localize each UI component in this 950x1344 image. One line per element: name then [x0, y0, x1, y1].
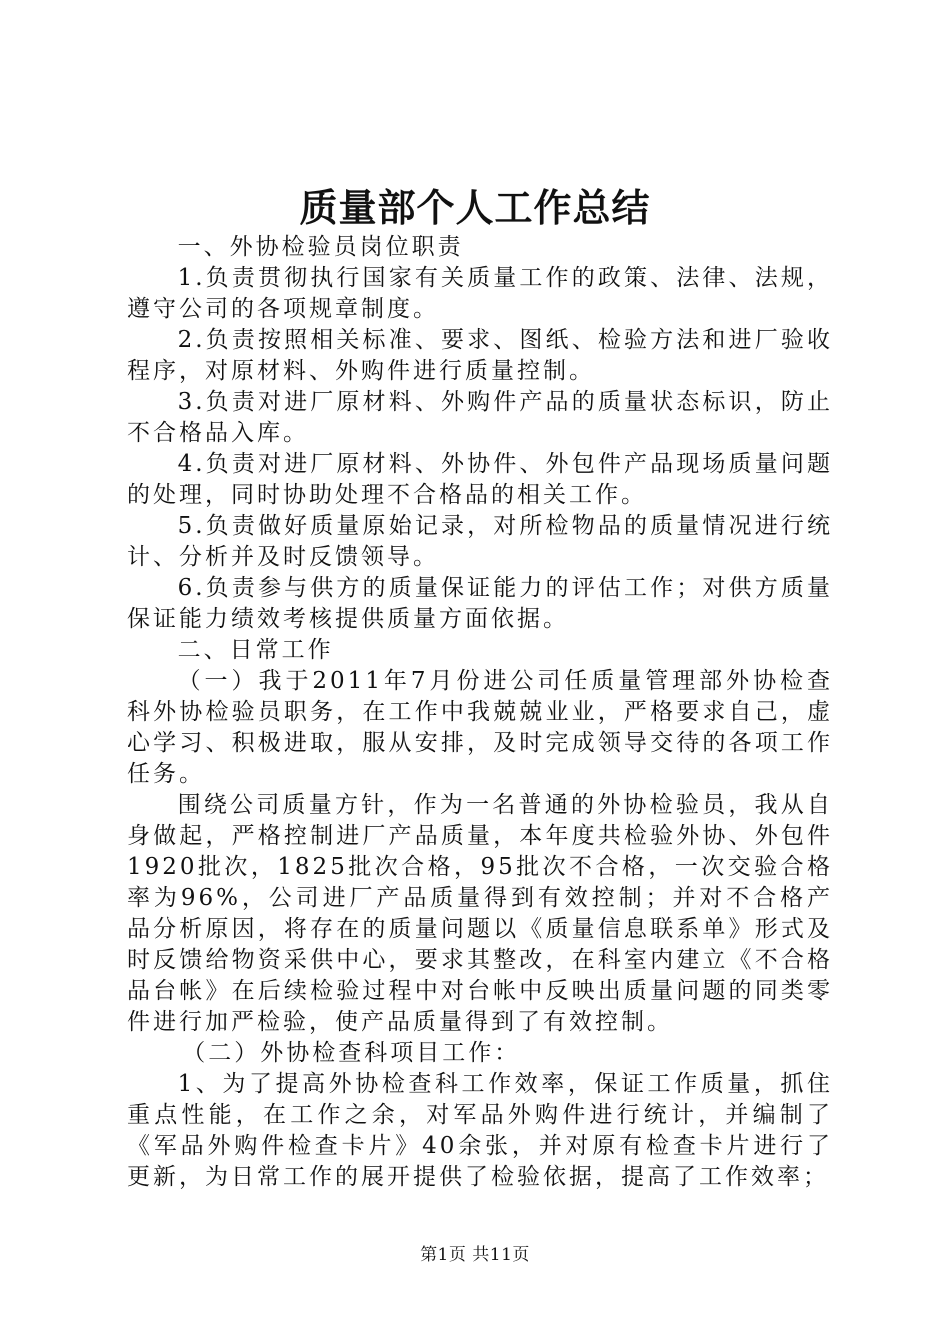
duty-item-6: 6.负责参与供方的质量保证能力的评估工作；对供方质量保证能力绩效考核提供质量方面依据。 [127, 575, 833, 632]
section-heading-duties: 一、外协检验员岗位职责 [177, 234, 464, 260]
duty-item-1: 1.负责贯彻执行国家有关质量工作的政策、法律、法规，遵守公司的各项规章制度。 [127, 265, 833, 322]
subsection-heading-projects: （二）外协检查科项目工作： [182, 1040, 521, 1066]
document-body [127, 232, 833, 1193]
duty-item-2: 2.负责按照相关标准、要求、图纸、检验方法和进厂验收程序，对原材料、外购件进行质量控制。 [127, 327, 833, 384]
section-heading-daily-work: 二、日常工作 [177, 637, 334, 663]
document-title: 质量部个人工作总结 [299, 185, 651, 230]
paragraph-daily-work-1: （一）我于2011年7月份进公司任质量管理部外协检查科外协检验员职务，在工作中我兢兢业业，严格要求自己，虚心学习、积极进取，服从安排，及时完成领导交待的各项工作任务。 [127, 668, 833, 787]
page-footer: 第1页 共11页 [420, 1245, 530, 1265]
duty-item-4: 4.负责对进厂原材料、外协件、外包件产品现场质量问题的处理，同时协助处理不合格品的相关工作。 [127, 451, 833, 508]
duty-item-3: 3.负责对进厂原材料、外购件产品的质量状态标识，防止不合格品入库。 [127, 389, 833, 446]
paragraph-quality-policy: 围绕公司质量方针，作为一名普通的外协检验员，我从自身做起，严格控制进厂产品质量，本年度共检验外协、外包件1920批次，1825批次合格，95批次不合格，一次交验合格率为96%，公司进厂产品质量得到有效控制；并对不合格产品分析原因，将存在的质量问题以《质量信息联系单》形式及时反馈给物资采供中心，要求其整改，在科室内建立《不合格品台帐》在后续检验过程中对台帐中反映出质量问题的同类零件进行加严检验，使产品质量得到了有效控制。 [127, 792, 833, 1035]
paragraph-project-1: 1、为了提高外协检查科工作效率，保证工作质量，抓住重点性能，在工作之余，对军品外购件进行统计，并编制了《军品外购件检查卡片》40余张，并对原有检查卡片进行了更新，为日常工作的展开提供了检验依据，提高了工作效率； [127, 1071, 833, 1190]
duty-item-5: 5.负责做好质量原始记录，对所检物品的质量情况进行统计、分析并及时反馈领导。 [127, 513, 833, 570]
